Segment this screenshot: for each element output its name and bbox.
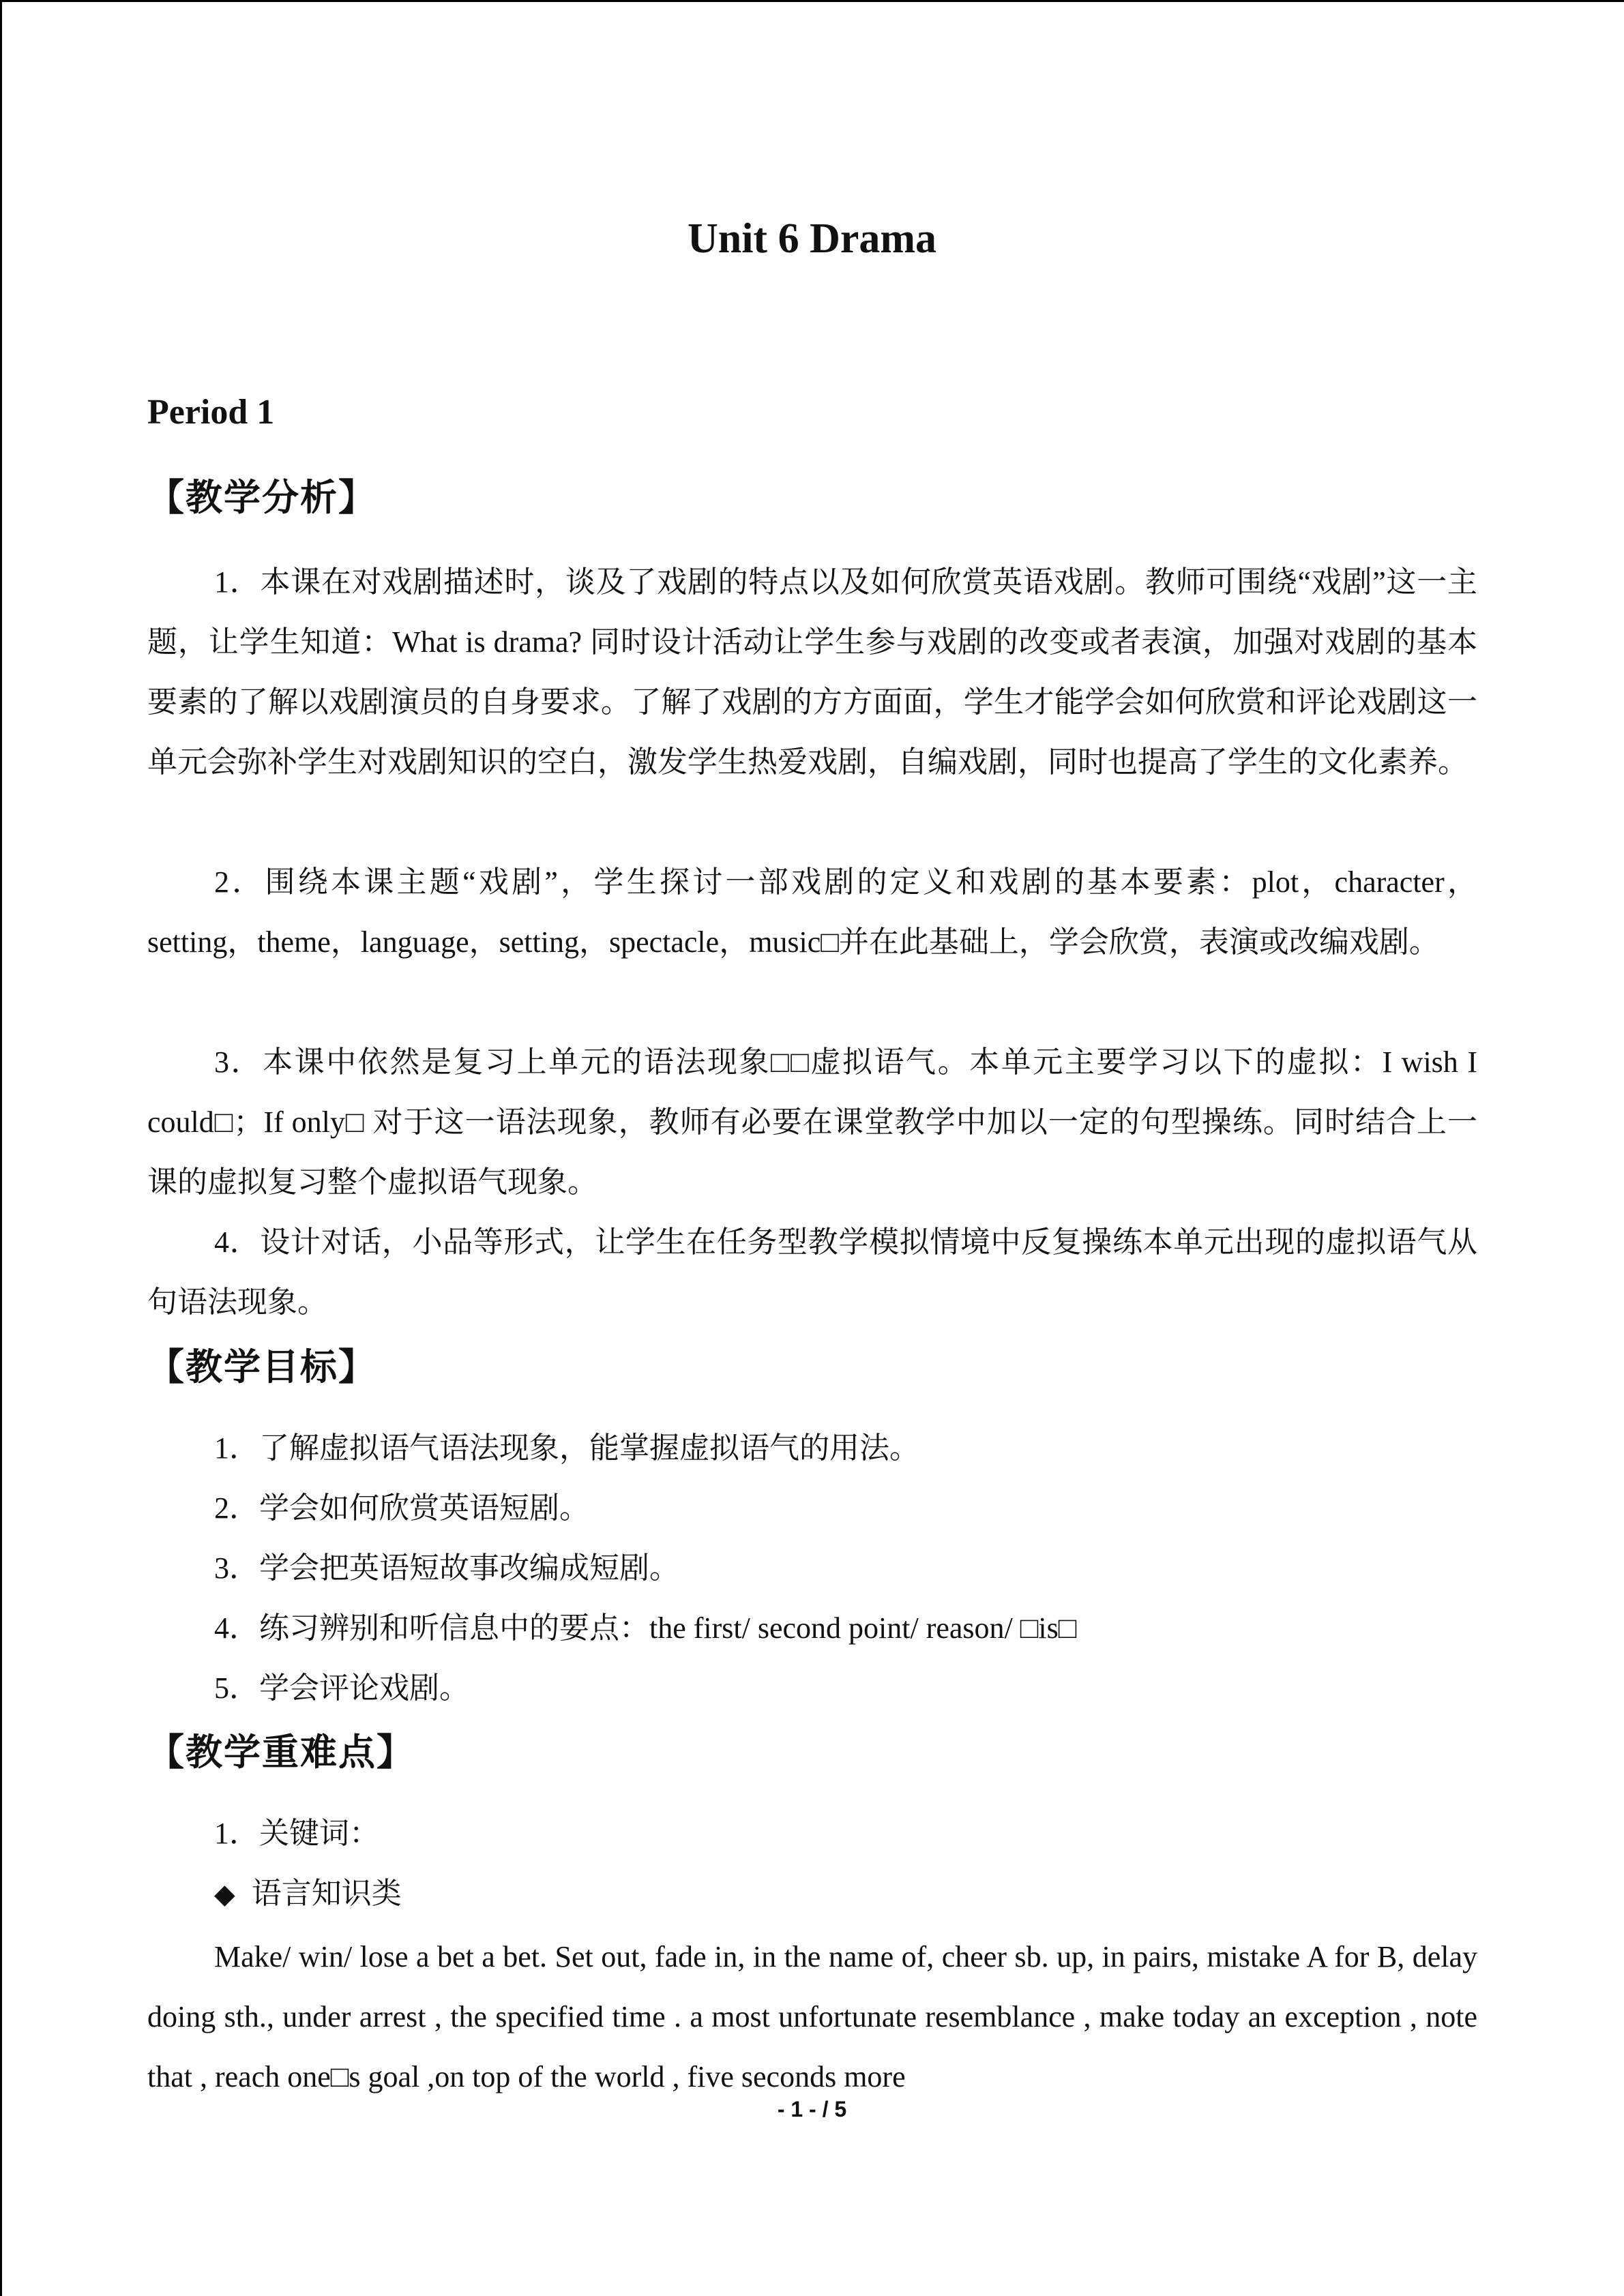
section-heading-analysis: 【教学分析】 xyxy=(147,476,377,519)
keypoints-phrases-paragraph: Make/ win/ lose a bet a bet. Set out, fade in, in the name of, cheer sb. up, in pairs, mistake A for B, delay doing sth., under arrest , the specified time . a most unfortunate resemblance , make today an exception , note that , reach one□s goal ,on top of the world , five seconds more xyxy=(147,1940,1477,2093)
page-footer: - 1 - / 5 xyxy=(777,2097,847,2121)
objective-item-3: 3．学会把英语短故事改编成短剧。 xyxy=(214,1551,679,1585)
objective-item-1: 1．了解虚拟语气语法现象，能掌握虚拟语气的用法。 xyxy=(214,1431,919,1465)
analysis-paragraph-1: 1．本课在对戏剧描述时，谈及了戏剧的特点以及如何欣赏英语戏剧。教师可围绕“戏剧”这一主题，让学生知道：What is drama? 同时设计活动让学生参与戏剧的改变或者表演，加强对戏剧的基本要素的了解以戏剧演员的自身要求。了解了戏剧的方方面面，学生才能学会如何欣赏和评论戏剧这一单元会弥补学生对戏剧知识的空白，激发学生热爱戏剧，自编戏剧，同时也提高了学生的文化素养。 xyxy=(147,565,1477,779)
diamond-bullet-icon: ◆ xyxy=(214,1879,235,1909)
analysis-paragraph-4: 4．设计对话，小品等形式，让学生在任务型教学模拟情境中反复操练本单元出现的虚拟语气从句语法现象。 xyxy=(147,1225,1477,1319)
section-heading-keypoints: 【教学重难点】 xyxy=(147,1731,415,1774)
keypoints-item-1: 1．关键词： xyxy=(214,1817,379,1850)
section-heading-objectives: 【教学目标】 xyxy=(147,1345,377,1388)
period-heading: Period 1 xyxy=(147,393,275,432)
objective-item-5: 5．学会评论戏剧。 xyxy=(214,1671,469,1705)
objective-item-4: 4．练习辨别和听信息中的要点：the first/ second point/ reason/ □is□ xyxy=(214,1611,1077,1645)
keypoints-bullet-label: 语言知识类 xyxy=(251,1877,402,1910)
analysis-paragraph-3: 3．本课中依然是复习上单元的语法现象□□虚拟语气。本单元主要学习以下的虚拟：I wish I could□；If only□ 对于这一语法现象，教师有必要在课堂教学中加以一定的句型操练。同时结合上一课的虚拟复习整个虚拟语气现象。 xyxy=(147,1045,1477,1199)
objective-item-2: 2．学会如何欣赏英语短剧。 xyxy=(214,1491,589,1525)
analysis-paragraph-2: 2．围绕本课主题“戏剧”，学生探讨一部戏剧的定义和戏剧的基本要素：plot，character， setting，theme，language，setting，spectacle，music□并在此基础上，学会欣赏，表演或改编戏剧。 xyxy=(147,865,1477,959)
keypoints-bullet xyxy=(214,1864,1476,1924)
document-title: Unit 6 Drama xyxy=(687,215,937,262)
